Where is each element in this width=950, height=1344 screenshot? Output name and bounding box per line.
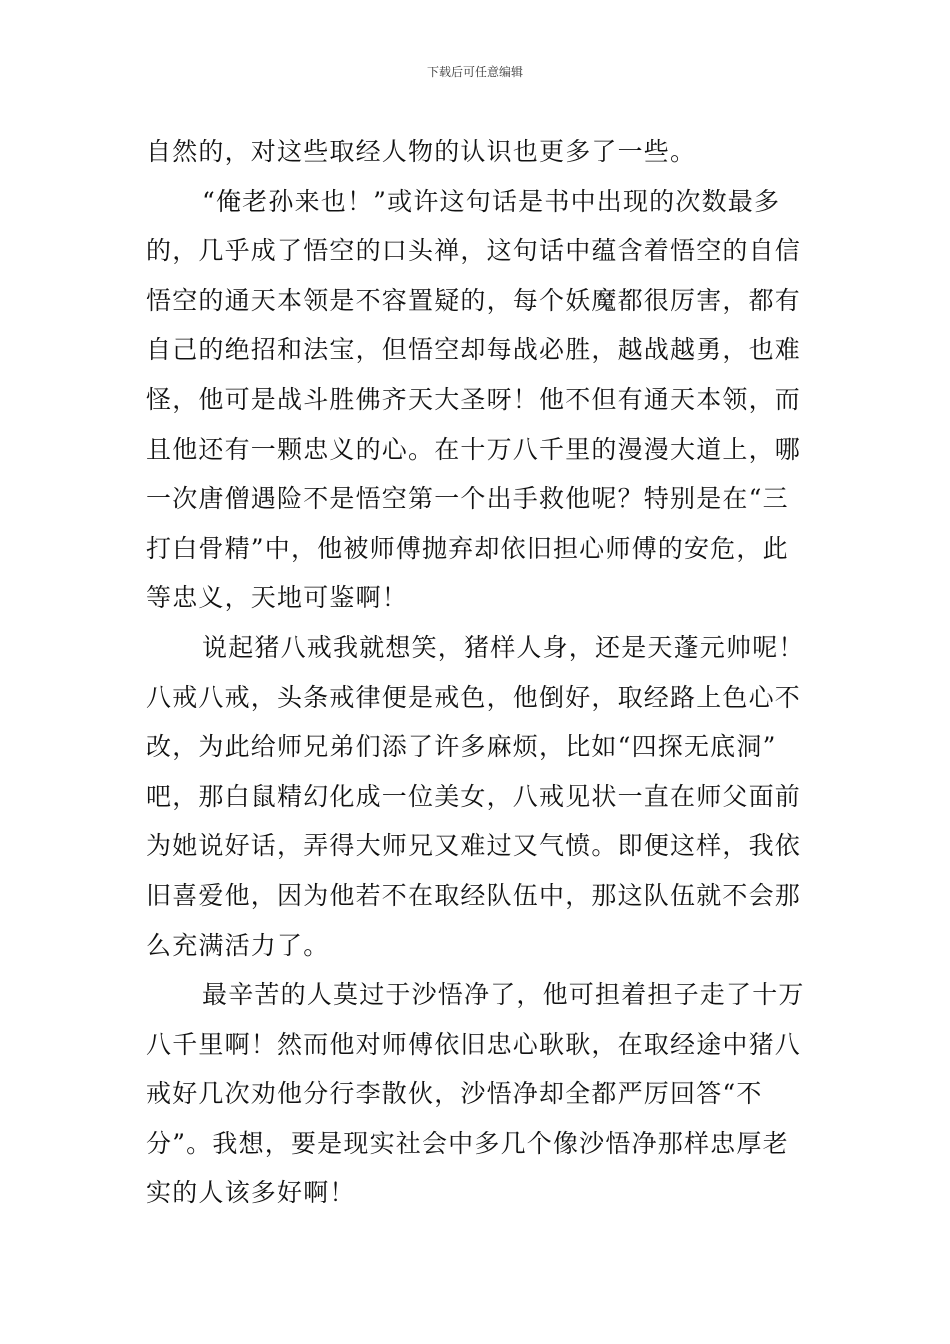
- text-line: 实的人该多好啊！: [146, 1178, 356, 1208]
- text-line: 说起猪八戒我就想笑，猪样人身，还是天蓬元帅呢！: [202, 632, 805, 662]
- text-line: 戒好几次劝他分行李散伙，沙悟净却全都严厉回答“不: [146, 1079, 763, 1109]
- text-line: 最辛苦的人莫过于沙悟净了，他可担着担子走了十万: [202, 980, 805, 1010]
- text-line: 吧，那白鼠精幻化成一位美女，八戒见状一直在师父面前: [146, 781, 802, 811]
- text-line: 等忠义，天地可鉴啊！: [146, 583, 409, 613]
- text-line: 旧喜爱他，因为他若不在取经队伍中，那这队伍就不会那: [146, 880, 802, 910]
- text-line: 的，几乎成了悟空的口头禅，这句话中蕴含着悟空的自信: [146, 236, 802, 266]
- text-line: 自己的绝招和法宝，但悟空却每战必胜，越战越勇，也难: [146, 335, 802, 365]
- text-line: 怪，他可是战斗胜佛齐天大圣呀！他不但有通天本领，而: [146, 384, 802, 414]
- text-line: 分”。我想，要是现实社会中多几个像沙悟净那样忠厚老: [146, 1128, 789, 1158]
- text-line: 为她说好话，弄得大师兄又难过又气愤。即便这样，我依: [146, 831, 802, 861]
- text-line: 么充满活力了。: [146, 930, 330, 960]
- text-line: 悟空的通天本领是不容置疑的，每个妖魔都很厉害，都有: [146, 285, 802, 315]
- text-line: 八千里啊！然而他对师傅依旧忠心耿耿，在取经途中猪八: [146, 1029, 802, 1059]
- text-line: 改，为此给师兄弟们添了许多麻烦，比如“四探无底洞”: [146, 732, 777, 762]
- text-line: 自然的，对这些取经人物的认识也更多了一些。: [146, 137, 697, 166]
- text-line: 打白骨精”中，他被师傅抛弃却依旧担心师傅的安危，此: [146, 533, 789, 563]
- body-text: [146, 127, 806, 1218]
- text-line: 一次唐僧遇险不是悟空第一个出手救他呢？特别是在“三: [146, 484, 789, 514]
- page-header: 下载后可任意编辑: [426, 65, 523, 79]
- text-line: 且他还有一颗忠义的心。在十万八千里的漫漫大道上，哪: [146, 434, 802, 464]
- text-line: “俺老孙来也！”或许这句话是书中出现的次数最多: [202, 186, 781, 216]
- text-line: 八戒八戒，头条戒律便是戒色，他倒好，取经路上色心不: [146, 682, 802, 712]
